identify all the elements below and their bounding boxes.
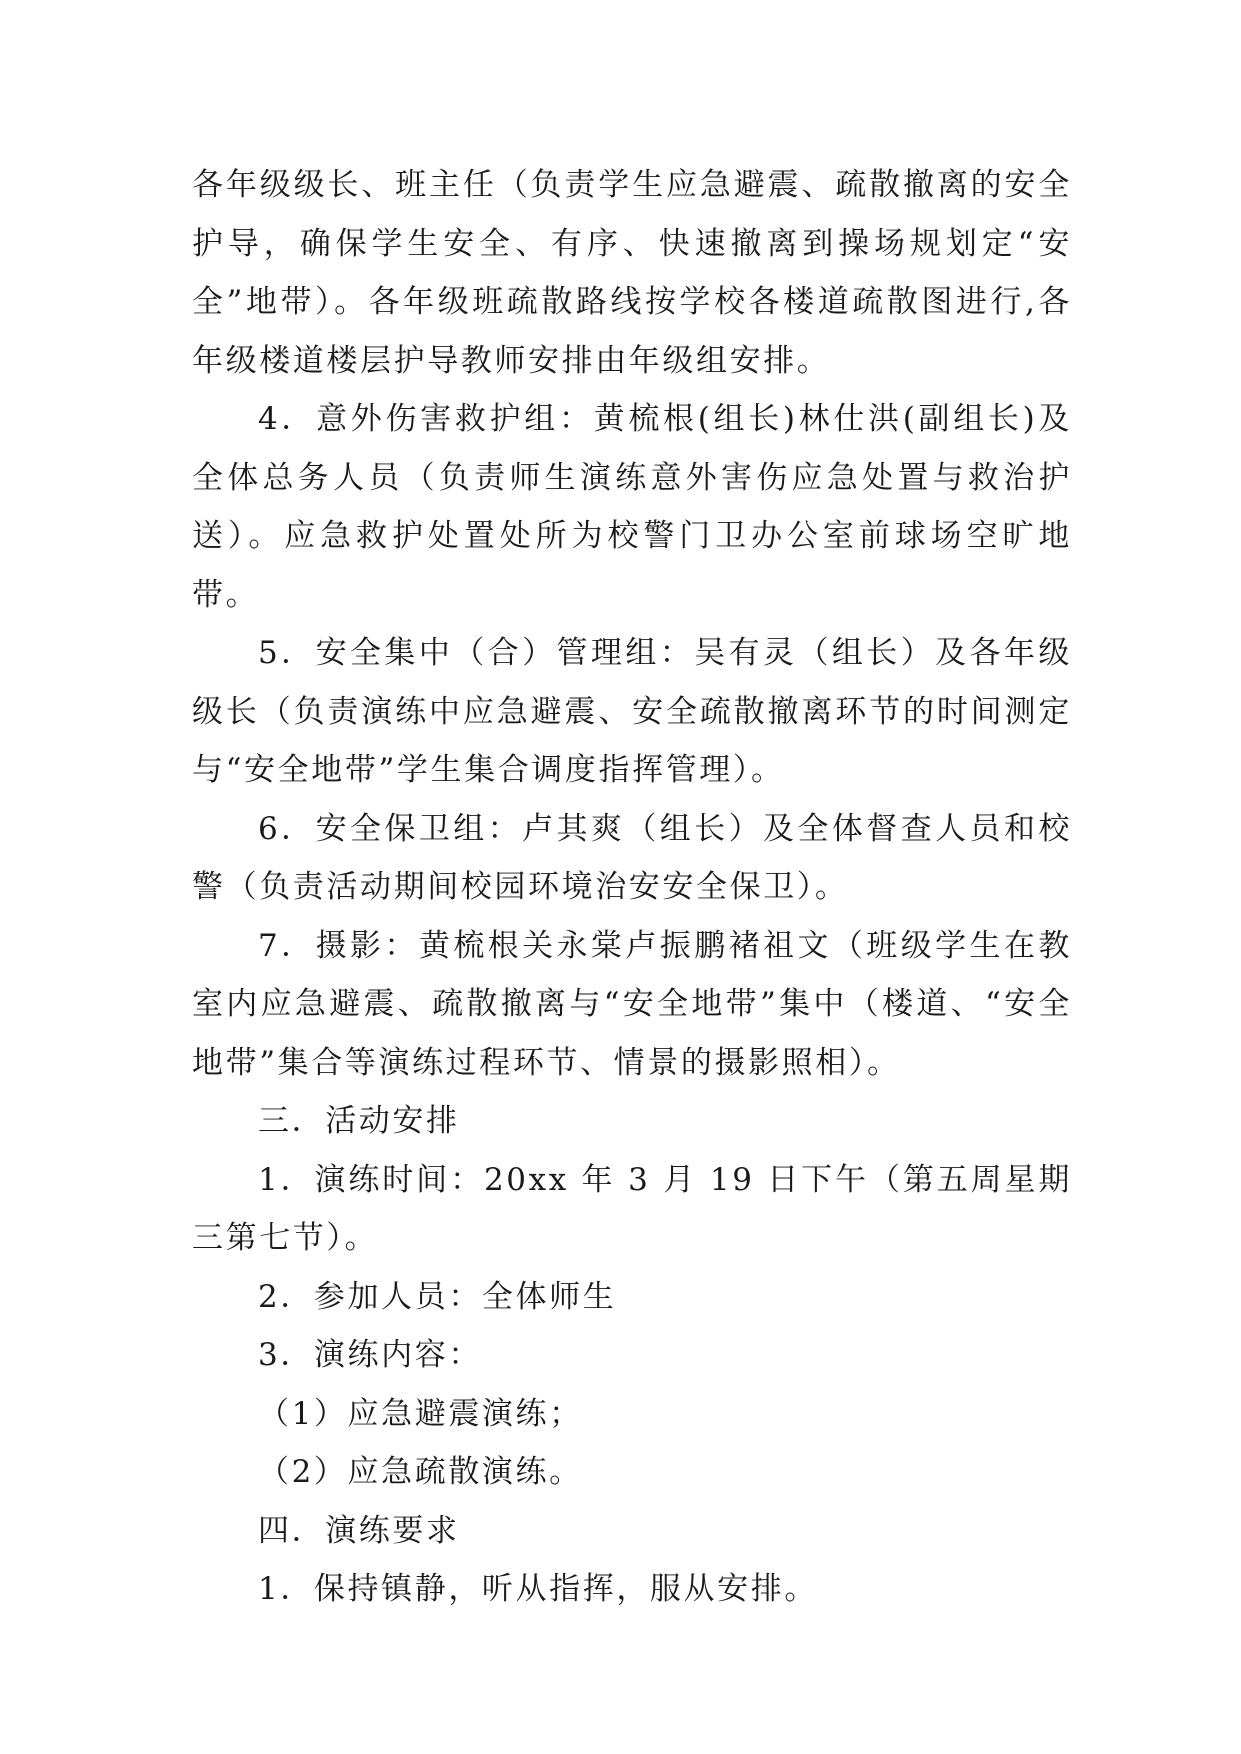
- list-item-earthquake-drill: （1）应急避震演练；: [258, 1395, 583, 1432]
- section-heading-activity-arrangement: 三．活动安排: [258, 1103, 460, 1139]
- paragraph-grade-leaders: 各年级级长、班主任（负责学生应急避震、疏散撤离的安全护导，确保学生安全、有序、快速撤离到操场规划定“安全”地带）。各年级班疏散路线按学校各楼道疏散图进行,各年级楼道楼层护导教师安排由年级组安排。: [192, 167, 1072, 379]
- paragraph-security-group: 6．安全保卫组：卢其爽（组长）及全体督查人员和校警（负责活动期间校园环境治安安全保卫）。: [192, 810, 1072, 905]
- paragraph-injury-rescue-group: 4．意外伤害救护组：黄梳根(组长)林仕洪(副组长)及全体总务人员（负责师生演练意外害伤应急处置与救治护送）。应急救护处置处所为校警门卫办公室前球场空旷地带。: [192, 401, 1072, 613]
- paragraph-drill-content: 3．演练内容：: [258, 1337, 482, 1373]
- list-item-evacuation-drill: （2）应急疏散演练。: [258, 1454, 583, 1490]
- paragraph-participants: 2．参加人员：全体师生: [258, 1278, 617, 1315]
- paragraph-stay-calm: 1．保持镇静，听从指挥，服从安排。: [258, 1571, 818, 1607]
- document-body: [192, 156, 1072, 1619]
- section-heading-drill-requirements: 四．演练要求: [258, 1512, 460, 1549]
- paragraph-photography: 7．摄影：黄梳根关永棠卢振鹏褚祖文（班级学生在教室内应急避震、疏散撤离与“安全地带”集中（楼道、“安全地带”集合等演练过程环节、情景的摄影照相）。: [192, 927, 1072, 1081]
- paragraph-drill-time: 1．演练时间：20xx 年 3 月 19 日下午（第五周星期三第七节）。: [192, 1161, 1072, 1256]
- paragraph-assembly-management-group: 5．安全集中（合）管理组：吴有灵（组长）及各年级级长（负责演练中应急避震、安全疏散撤离环节的时间测定与“安全地带”学生集合调度指挥管理）。: [192, 635, 1072, 788]
